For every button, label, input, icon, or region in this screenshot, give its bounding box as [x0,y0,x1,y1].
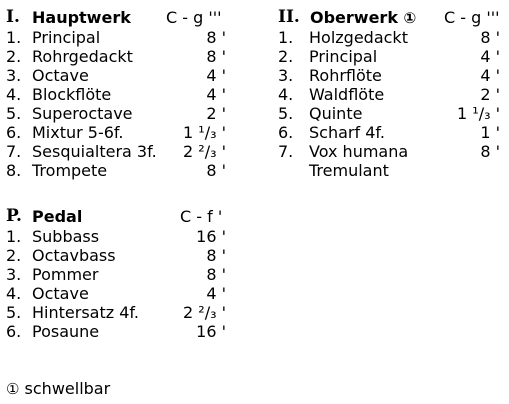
stop-pitch: 8 ' [206,246,226,265]
division-name-text: Oberwerk [310,8,398,27]
stop-number: 7. [278,142,294,161]
stop-number: 7. [6,142,22,161]
division-pedal [6,205,230,341]
stop-number: 6. [6,322,22,341]
stop-pitch: 4 ' [480,66,500,85]
stop-number: 4. [278,85,294,104]
stop-row [278,123,502,142]
stop-name: Waldflöte [309,85,385,104]
stop-row [278,28,502,47]
stop-name: Subbass [32,227,100,246]
stop-pitch: 8 ' [480,28,500,47]
stop-pitch: 2 ' [206,104,226,123]
stop-row [6,303,230,322]
stop-number: 3. [6,265,22,284]
stop-pitch: 16 ' [196,227,226,246]
division-name: Pedal [32,207,83,226]
stop-number: 5. [278,104,294,123]
stop-name: Octave [32,284,89,303]
stop-row [6,227,230,246]
stop-name: Quinte [309,104,363,123]
swell-marker-icon: ① [403,9,417,27]
stop-number: 6. [278,123,294,142]
stop-row [6,142,230,161]
division-header [6,205,230,227]
stop-pitch: 1 ¹/₃ ' [457,104,500,123]
footnote [6,379,110,399]
stop-row [6,123,230,142]
stop-name: Blockflöte [32,85,112,104]
division-hauptwerk [6,6,230,180]
stop-pitch: 8 ' [206,161,226,180]
stop-row [278,66,502,85]
stop-name: Superoctave [32,104,133,123]
stop-row [6,66,230,85]
stop-number: 4. [6,284,22,303]
stop-number: 2. [278,47,294,66]
stop-pitch: 2 ²/₃ ' [183,142,226,161]
stop-row [6,322,230,341]
stop-pitch: 1 ' [480,123,500,142]
stop-row [6,104,230,123]
stop-row [278,85,502,104]
division-numeral: I. [6,7,20,27]
swell-marker-icon: ① [6,380,20,398]
stop-number: 1. [278,28,294,47]
stop-pitch: 1 ¹/₃ ' [183,123,226,142]
stop-name: Scharf 4f. [309,123,385,142]
division-range: C - f ' [180,207,223,226]
stop-row [278,142,502,161]
stop-pitch: 4 ' [206,85,226,104]
stop-number: 2. [6,47,22,66]
division-range: C - g ''' [444,8,500,27]
division-range: C - g ''' [166,8,222,27]
stop-pitch: 8 ' [206,47,226,66]
stop-name: Pommer [32,265,99,284]
stop-name: Vox humana [309,142,409,161]
stop-name: Hintersatz 4f. [32,303,139,322]
stop-pitch: 4 ' [480,47,500,66]
division-name [310,8,416,28]
stop-number: 1. [6,28,22,47]
stop-pitch: 4 ' [206,66,226,85]
stop-row [6,246,230,265]
stop-name: Rohrflöte [309,66,382,85]
stop-name: Octavbass [32,246,116,265]
stop-name: Octave [32,66,89,85]
stop-row [6,265,230,284]
stop-row [278,47,502,66]
stop-name: Rohrgedackt [32,47,133,66]
stop-name: Mixtur 5-6f. [32,123,124,142]
division-numeral: II. [278,7,300,27]
stop-row [6,161,230,180]
stop-row [6,47,230,66]
stop-name: Principal [32,28,101,47]
stop-number: 8. [6,161,22,180]
division-header [278,6,502,28]
stop-pitch: 2 ²/₃ ' [183,303,226,322]
stop-pitch: 8 ' [480,142,500,161]
stop-pitch: 8 ' [206,265,226,284]
stop-number: 3. [278,66,294,85]
stop-row [6,28,230,47]
footnote-text: schwellbar [24,379,111,398]
stop-pitch: 2 ' [480,85,500,104]
stop-name: Posaune [32,322,100,341]
tremulant-line [278,161,502,180]
stop-number: 1. [6,227,22,246]
stop-name: Holzgedackt [309,28,408,47]
stop-number: 2. [6,246,22,265]
stop-number: 5. [6,104,22,123]
stop-row [278,104,502,123]
division-header [6,6,230,28]
stop-number: 6. [6,123,22,142]
division-oberwerk [278,6,502,180]
tremulant-label: Tremulant [309,161,389,180]
stop-name: Trompete [32,161,108,180]
stop-row [6,85,230,104]
stop-number: 4. [6,85,22,104]
division-name: Hauptwerk [32,8,131,27]
division-numeral: P. [6,206,22,226]
stop-name: Principal [309,47,378,66]
stop-number: 5. [6,303,22,322]
stop-number: 3. [6,66,22,85]
stop-row [6,284,230,303]
stop-pitch: 16 ' [196,322,226,341]
stop-pitch: 8 ' [206,28,226,47]
stop-name: Sesquialtera 3f. [32,142,157,161]
stop-pitch: 4 ' [206,284,226,303]
